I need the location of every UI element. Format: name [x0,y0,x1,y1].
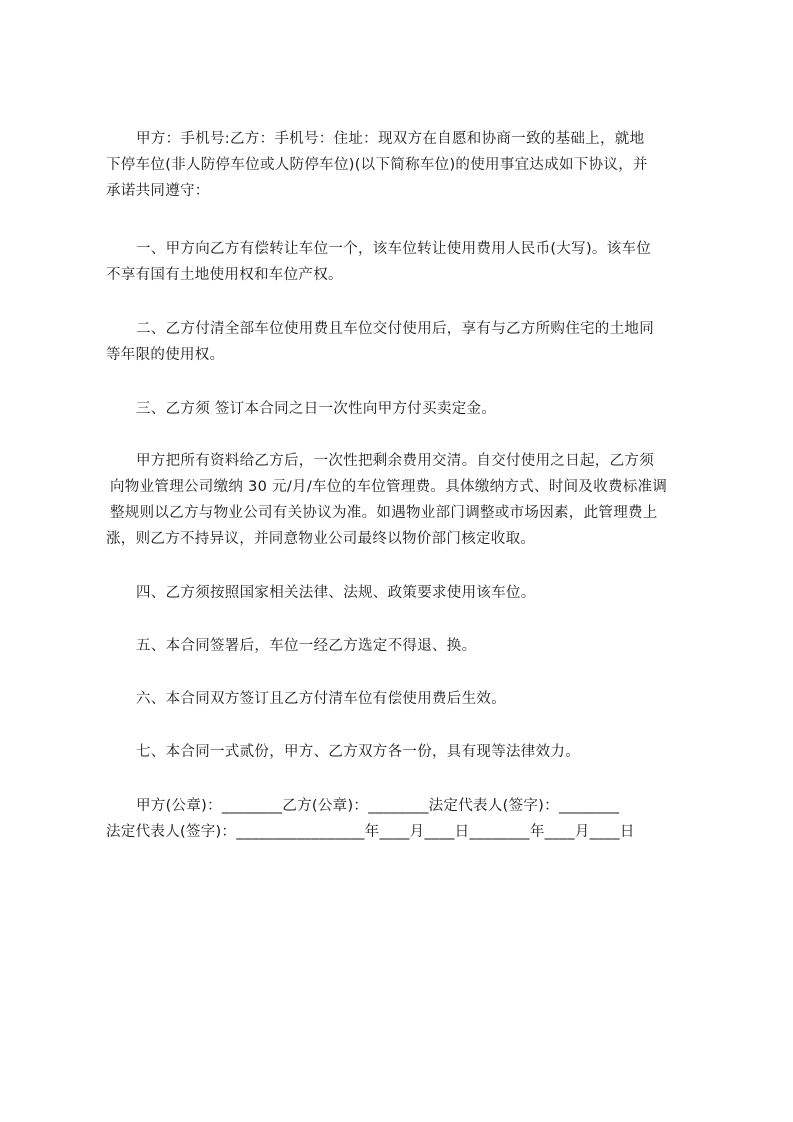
clause-2-line-1: 二、乙方付清全部车位使用费且车位交付使用后，享有与乙方所购住宅的土地同 [136,321,654,337]
preamble-line-3: 承诺共同遵守： [106,183,210,199]
preamble-paragraph [106,126,700,204]
clause-2-paragraph [106,316,700,368]
clause-6-line: 六、本合同双方签订且乙方付清车位有偿使用费后生效。 [136,691,506,707]
clause-5-paragraph [106,633,700,659]
signature-line-1: 甲方(公章)：________乙方(公章)：________法定代表人(签字)：________ [136,798,620,814]
clause-1-line-1: 一、甲方向乙方有偿转让车位一个，该车位转让使用费用人民币(大写)。该车位 [136,241,652,257]
clause-4-paragraph [106,580,700,606]
clause-2-line-2: 等年限的使用权。 [106,347,225,363]
clause-6-paragraph [106,686,700,712]
signature-block [106,793,700,845]
clause-1-paragraph [106,236,700,288]
preamble-line-2: 下停车位(非人防停车位或人防停车位)(以下简称车位)的使用事宜达成如下协议，并 [106,157,648,173]
clause-1-line-2: 不享有国有土地使用权和车位产权。 [106,267,343,283]
clause-3-paragraph [106,396,700,422]
preamble-line-1: 甲方：手机号:乙方：手机号：住址：现双方在自愿和协商一致的基础上，就地 [136,131,645,147]
signature-line-2: 法定代表人(签字)：_________________年____月____日________年____月____日 [106,824,635,840]
clause-3-cont-line-1: 甲方把所有资料给乙方后，一次性把剩余费用交清。自交付使用之日起，乙方须 [136,453,654,469]
clause-3-cont-line-3: 整规则以乙方与物业公司有关协议为准。如遇物业部门调整或市场因素，此管理费上 [110,505,658,521]
clause-3-line-1: 三、乙方须 签订本合同之日一次性向甲方付买卖定金。 [136,401,497,417]
clause-5-line: 五、本合同签署后，车位一经乙方选定不得退、换。 [136,638,477,654]
clause-3-continuation-paragraph [106,448,700,552]
clause-7-paragraph [106,739,700,765]
clause-4-line: 四、乙方须按照国家相关法律、法规、政策要求使用该车位。 [136,585,536,601]
clause-3-cont-line-4: 涨，则乙方不持异议，并同意物业公司最终以物价部门核定收取。 [106,531,536,547]
clause-7-line: 七、本合同一式贰份，甲方、乙方双方各一份，具有现等法律效力。 [136,744,580,760]
clause-3-cont-line-2: 向物业管理公司缴纳 30 元/月/车位的车位管理费。具体缴纳方式、时间及收费标准调 [110,479,668,495]
